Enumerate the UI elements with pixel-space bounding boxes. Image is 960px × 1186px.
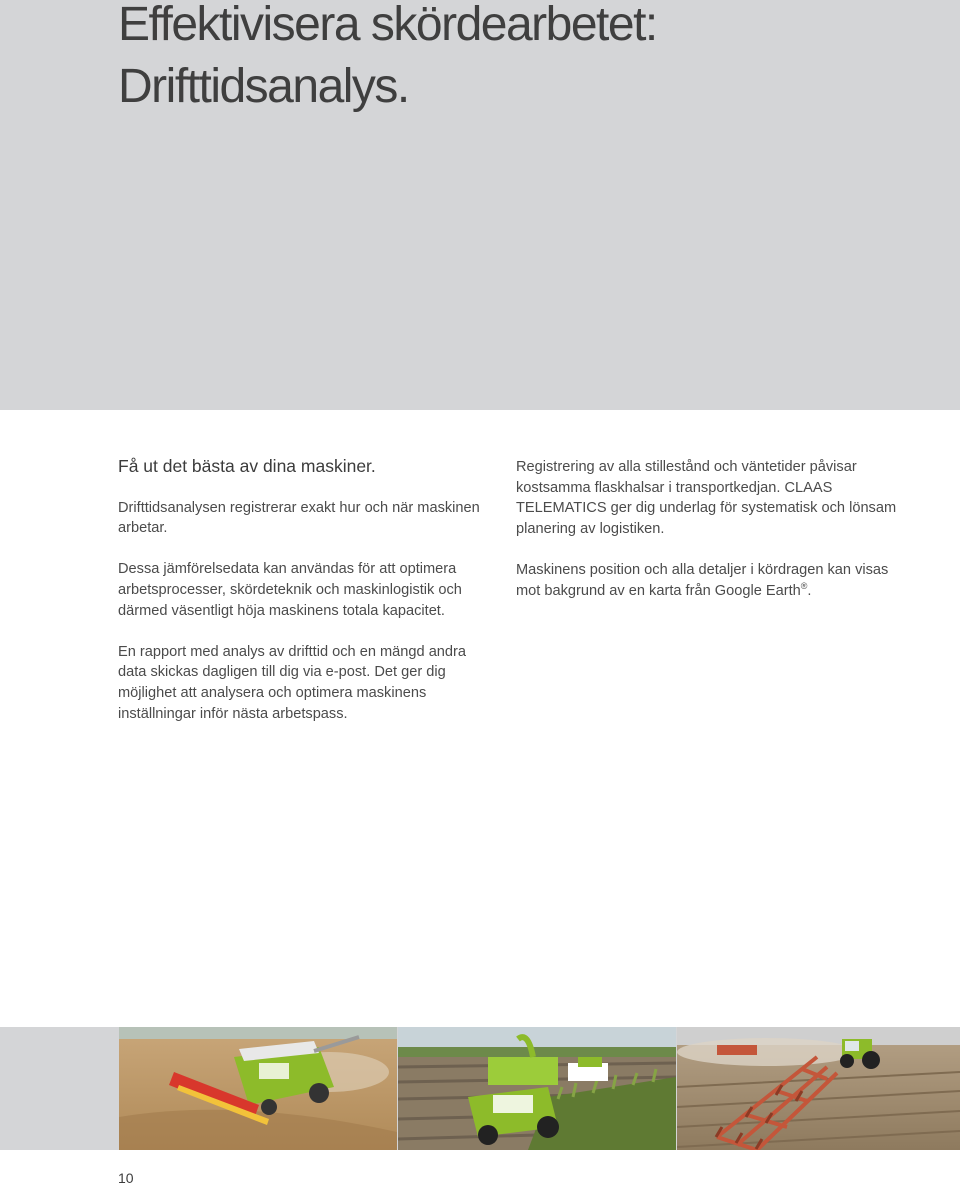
photo-forage-harvester <box>398 1027 676 1150</box>
right-column <box>516 457 916 622</box>
registered-mark: ® <box>800 580 808 591</box>
paragraph-text: Maskinens position och alla detaljer i kördragen kan visas mot bakgrund av en karta från Google Earth <box>516 561 889 599</box>
paragraph: Drifttidsanalysen registrerar exakt hur och när maskinen arbetar. <box>118 499 480 537</box>
photo-combine-harvester <box>119 1027 397 1150</box>
photo-tractor-cultivator <box>677 1027 960 1150</box>
paragraph-end: . <box>807 582 812 599</box>
page-title: Effektivisera skördearbetet: Drifttidsanalys. <box>118 0 657 113</box>
paragraph: Registrering av alla stillestånd och väntetider påvisar kostsamma flaskhalsar i transportkedjan. CLAAS TELEMATICS ger dig underlag för systematisk och lönsam planering av logistiken. <box>516 459 897 537</box>
left-column <box>118 455 498 745</box>
paragraph: En rapport med analys av drifttid och en mängd andra data skickas dagligen till dig via e-post. Det ger dig möjlighet att analysera och optimera maskinens inställningar inför nästa arbetspass. <box>118 643 467 722</box>
paragraph-google-earth <box>516 560 916 601</box>
page-number: 10 <box>118 1170 134 1186</box>
paragraph: Dessa jämförelsedata kan användas för att optimera arbetsprocesser, skördeteknik och maskinlogistik och därmed väsentligt höja maskinens totala kapacitet. <box>118 561 462 619</box>
section-heading: Få ut det bästa av dina maskiner. <box>118 456 376 476</box>
